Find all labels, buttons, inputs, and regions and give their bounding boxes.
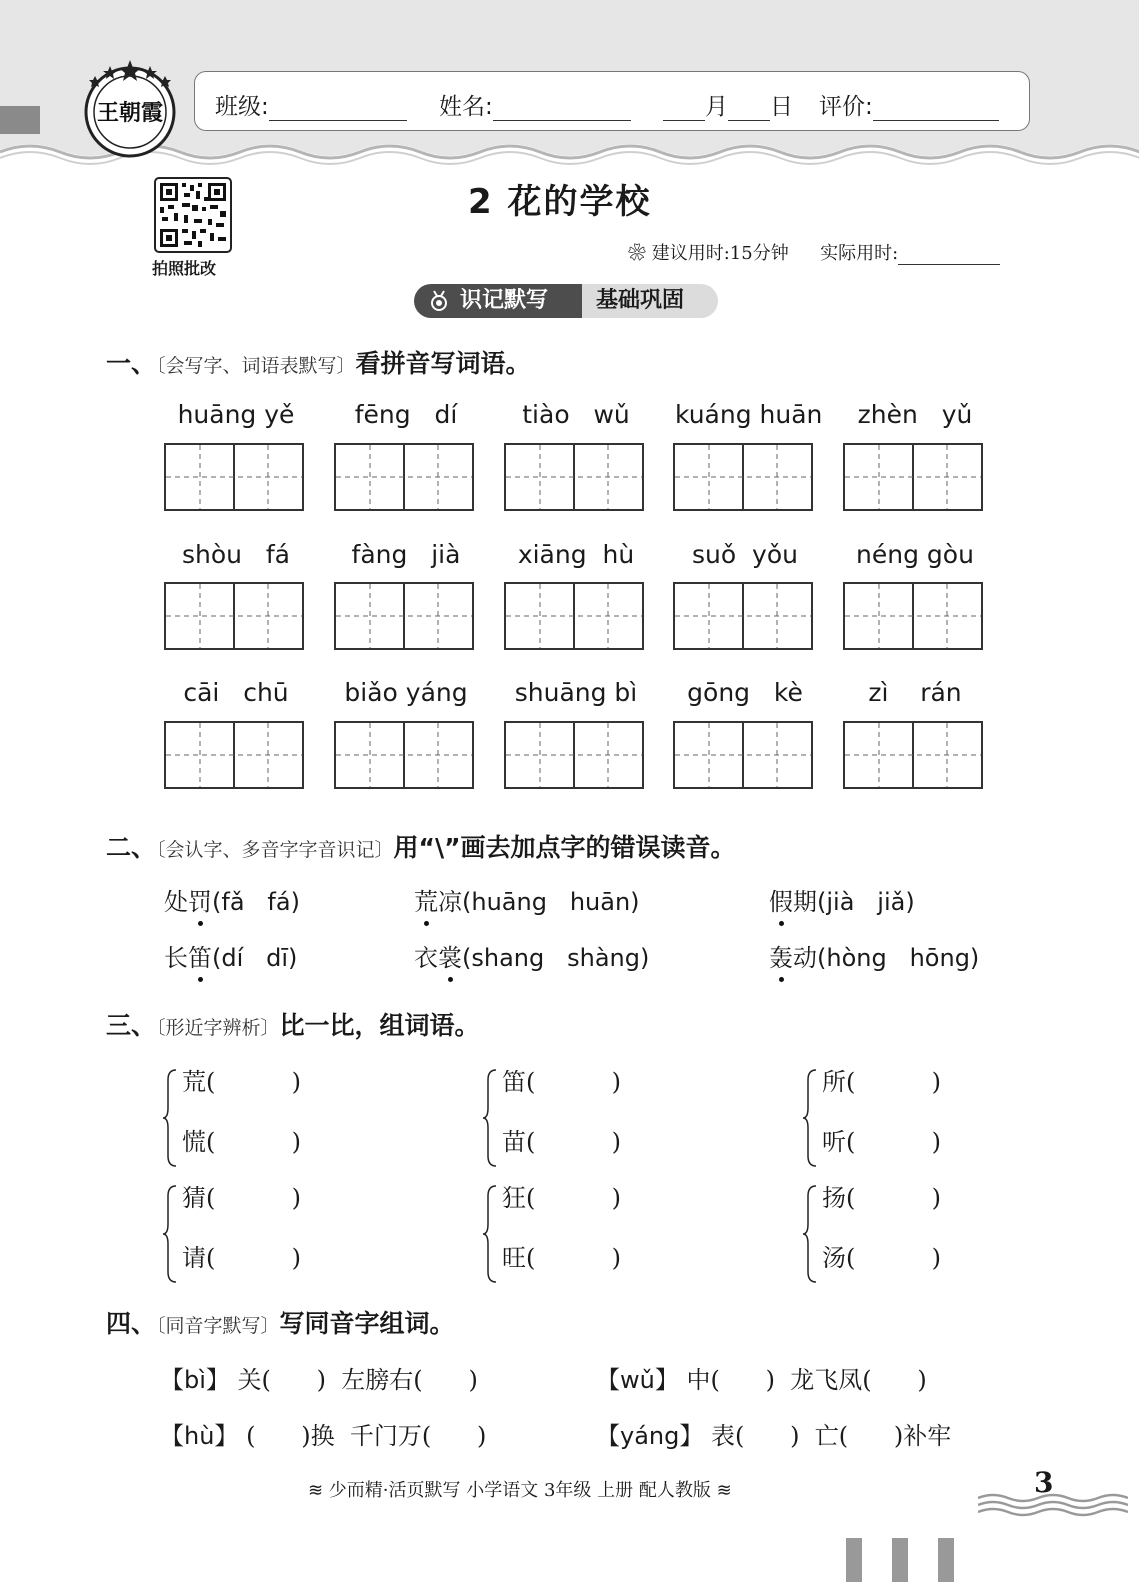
brace-icon <box>482 1068 498 1168</box>
reading-item[interactable] <box>414 882 640 917</box>
footer-wave-decoration <box>978 1484 1128 1524</box>
brace-icon <box>162 1184 178 1284</box>
compare-word[interactable]: 所( ) <box>822 1068 942 1096</box>
reading-char: 凉 <box>438 888 462 916</box>
homophone-item[interactable] <box>596 1416 951 1451</box>
compare-pair <box>802 1062 972 1172</box>
rating-blank[interactable] <box>873 98 999 121</box>
reading-options[interactable]: (hòng hōng) <box>817 944 980 972</box>
reading-char: 罚 <box>188 882 212 917</box>
class-field[interactable] <box>215 88 407 121</box>
q2-text: 用“\”画去加点字的错误读音。 <box>393 833 736 862</box>
pinyin-label: shòu fá <box>182 540 290 569</box>
compare-word[interactable]: 旺( ) <box>502 1244 622 1272</box>
banner-left-text: 识记默写 <box>460 288 549 313</box>
q3-tag: 〔形近字辨析〕 <box>156 1017 280 1039</box>
homophone-item[interactable] <box>160 1360 478 1395</box>
month-blank[interactable] <box>663 98 705 121</box>
q1-number: 一、 <box>106 349 157 378</box>
reading-item[interactable] <box>769 938 979 973</box>
compare-pair <box>482 1178 652 1288</box>
writing-grid[interactable] <box>673 721 813 789</box>
qr-label: 拍照批改 <box>152 259 217 278</box>
homophone-item[interactable] <box>596 1360 927 1395</box>
rating-label: 评价: <box>819 94 873 120</box>
actual-time-label: 实际用时: <box>820 243 899 264</box>
compare-word[interactable]: 苗( ) <box>502 1128 622 1156</box>
writing-grid[interactable] <box>673 582 813 650</box>
reading-char: 荒 <box>414 882 438 917</box>
banner-right-label: 基础巩固 <box>574 284 718 318</box>
pinyin-label: shuāng bì <box>514 678 638 707</box>
q1-tag: 〔会写字、词语表默写〕 <box>156 355 356 377</box>
compare-word[interactable]: 扬( ) <box>822 1184 942 1212</box>
compare-word[interactable]: 狂( ) <box>502 1184 622 1212</box>
reading-options[interactable]: (fǎ fá) <box>212 888 300 916</box>
pinyin-label: kuáng huān <box>675 400 823 429</box>
compare-pair <box>802 1178 972 1288</box>
reading-char: 衣 <box>414 944 438 972</box>
homophone-words[interactable]: 关( ) 左膀右( ) <box>237 1366 478 1394</box>
writing-grid[interactable] <box>164 721 304 789</box>
pinyin-label: tiào wǔ <box>522 400 630 429</box>
time-info <box>628 239 1000 265</box>
pinyin-label: xiāng hù <box>517 540 635 569</box>
page-number: 3 <box>1034 1466 1054 1499</box>
reading-char: 处 <box>164 888 188 916</box>
writing-grid[interactable] <box>334 443 474 511</box>
homophone-pinyin: 【hù】 <box>160 1422 239 1450</box>
pinyin-label: fàng jià <box>351 540 461 569</box>
writing-grid[interactable] <box>504 721 644 789</box>
reading-options[interactable]: (shang shàng) <box>462 944 650 972</box>
brace-icon <box>162 1068 178 1168</box>
homophone-pinyin: 【wǔ】 <box>596 1366 679 1394</box>
date-field[interactable] <box>663 88 793 121</box>
pinyin-label: gōng kè <box>687 678 803 707</box>
writing-grid[interactable] <box>843 582 983 650</box>
pinyin-label: zì rán <box>868 678 962 707</box>
month-label: 月 <box>705 94 728 120</box>
flower-icon: ❀ <box>628 243 646 264</box>
name-blank[interactable] <box>493 98 631 121</box>
homophone-words[interactable]: 中( ) 龙飞凤( ) <box>686 1366 927 1394</box>
student-info-box <box>194 71 1030 131</box>
q1-text: 看拼音写词语。 <box>355 349 531 378</box>
homophone-item[interactable] <box>160 1416 486 1451</box>
class-blank[interactable] <box>269 98 407 121</box>
question-2-heading <box>106 828 736 864</box>
compare-word[interactable]: 猜( ) <box>182 1184 302 1212</box>
reading-char: 轰 <box>769 938 793 973</box>
lesson-title: 2 花的学校 <box>468 182 652 222</box>
reading-char: 动 <box>793 944 817 972</box>
compare-word[interactable]: 笛( ) <box>502 1068 622 1096</box>
q2-number: 二、 <box>106 833 157 862</box>
homophone-words[interactable]: ( )换 千门万( ) <box>246 1422 487 1450</box>
homophone-pinyin: 【bì】 <box>160 1366 230 1394</box>
reading-char: 裳 <box>438 938 462 973</box>
footer-text: ≋ 少而精·活页默写 小学语文 3年级 上册 配人教版 ≋ <box>308 1480 732 1501</box>
writing-grid[interactable] <box>843 443 983 511</box>
compare-word[interactable]: 慌( ) <box>182 1128 302 1156</box>
reading-char: 笛 <box>188 938 212 973</box>
compare-pair <box>482 1062 652 1172</box>
suggested-time: 建议用时:15分钟 <box>651 243 789 264</box>
q4-tag: 〔同音字默写〕 <box>156 1315 280 1337</box>
q4-text: 写同音字组词。 <box>279 1309 455 1338</box>
reading-char: 期 <box>793 888 817 916</box>
reading-item[interactable] <box>164 882 300 917</box>
reading-char: 假 <box>769 882 793 917</box>
rating-field[interactable] <box>819 88 999 121</box>
brand-logo-seal <box>82 58 178 158</box>
pinyin-label: huāng yě <box>177 400 295 429</box>
pinyin-label: cāi chū <box>183 678 289 707</box>
q3-number: 三、 <box>106 1011 157 1040</box>
compare-pair <box>162 1062 332 1172</box>
reading-options[interactable]: (dí dī) <box>212 944 298 972</box>
compare-word[interactable]: 请( ) <box>182 1244 302 1272</box>
name-field[interactable] <box>439 88 631 121</box>
day-label: 日 <box>770 94 793 120</box>
compare-word[interactable]: 听( ) <box>822 1128 942 1156</box>
pinyin-label: néng gòu <box>856 540 974 569</box>
homophone-pinyin: 【yáng】 <box>596 1422 704 1450</box>
logo-text: 王朝霞 <box>96 100 164 126</box>
writing-grid[interactable] <box>164 582 304 650</box>
brace-icon <box>482 1184 498 1284</box>
reading-item[interactable] <box>769 882 915 917</box>
writing-grid[interactable] <box>504 582 644 650</box>
reading-char: 长 <box>164 944 188 972</box>
question-4-heading <box>106 1304 455 1340</box>
name-label: 姓名: <box>439 94 493 120</box>
writing-grid[interactable] <box>334 721 474 789</box>
writing-grid[interactable] <box>164 443 304 511</box>
homophone-words[interactable]: 表( ) 亡( )补牢 <box>711 1422 952 1450</box>
q2-tag: 〔会认字、多音字字音识记〕 <box>156 839 394 861</box>
compare-word[interactable]: 汤( ) <box>822 1244 942 1272</box>
compare-word[interactable]: 荒( ) <box>182 1068 302 1096</box>
writing-grid[interactable] <box>673 443 813 511</box>
medal-icon <box>428 290 450 312</box>
reading-item[interactable] <box>164 938 297 973</box>
page-edge-bars <box>846 1534 956 1582</box>
brace-icon <box>802 1068 818 1168</box>
actual-time-blank[interactable] <box>898 246 1000 265</box>
pinyin-label: zhèn yǔ <box>857 400 973 429</box>
q4-number: 四、 <box>106 1309 157 1338</box>
q3-text: 比一比，组词语。 <box>279 1011 480 1040</box>
qr-code[interactable] <box>154 177 232 253</box>
writing-grid[interactable] <box>334 582 474 650</box>
compare-pair <box>162 1178 332 1288</box>
question-1-heading <box>106 344 531 380</box>
pinyin-label: suǒ yǒu <box>692 540 798 569</box>
reading-item[interactable] <box>414 938 649 973</box>
section-banner <box>414 284 718 318</box>
question-3-heading <box>106 1006 480 1042</box>
reading-options[interactable]: (huāng huān) <box>462 888 640 916</box>
pinyin-label: fēng dí <box>354 400 458 429</box>
class-label: 班级: <box>215 94 269 120</box>
brace-icon <box>802 1184 818 1284</box>
pinyin-label: biǎo yáng <box>344 678 468 707</box>
day-blank[interactable] <box>728 98 770 121</box>
writing-grid[interactable] <box>843 721 983 789</box>
reading-options[interactable]: (jià jiǎ) <box>817 888 915 916</box>
writing-grid[interactable] <box>504 443 644 511</box>
